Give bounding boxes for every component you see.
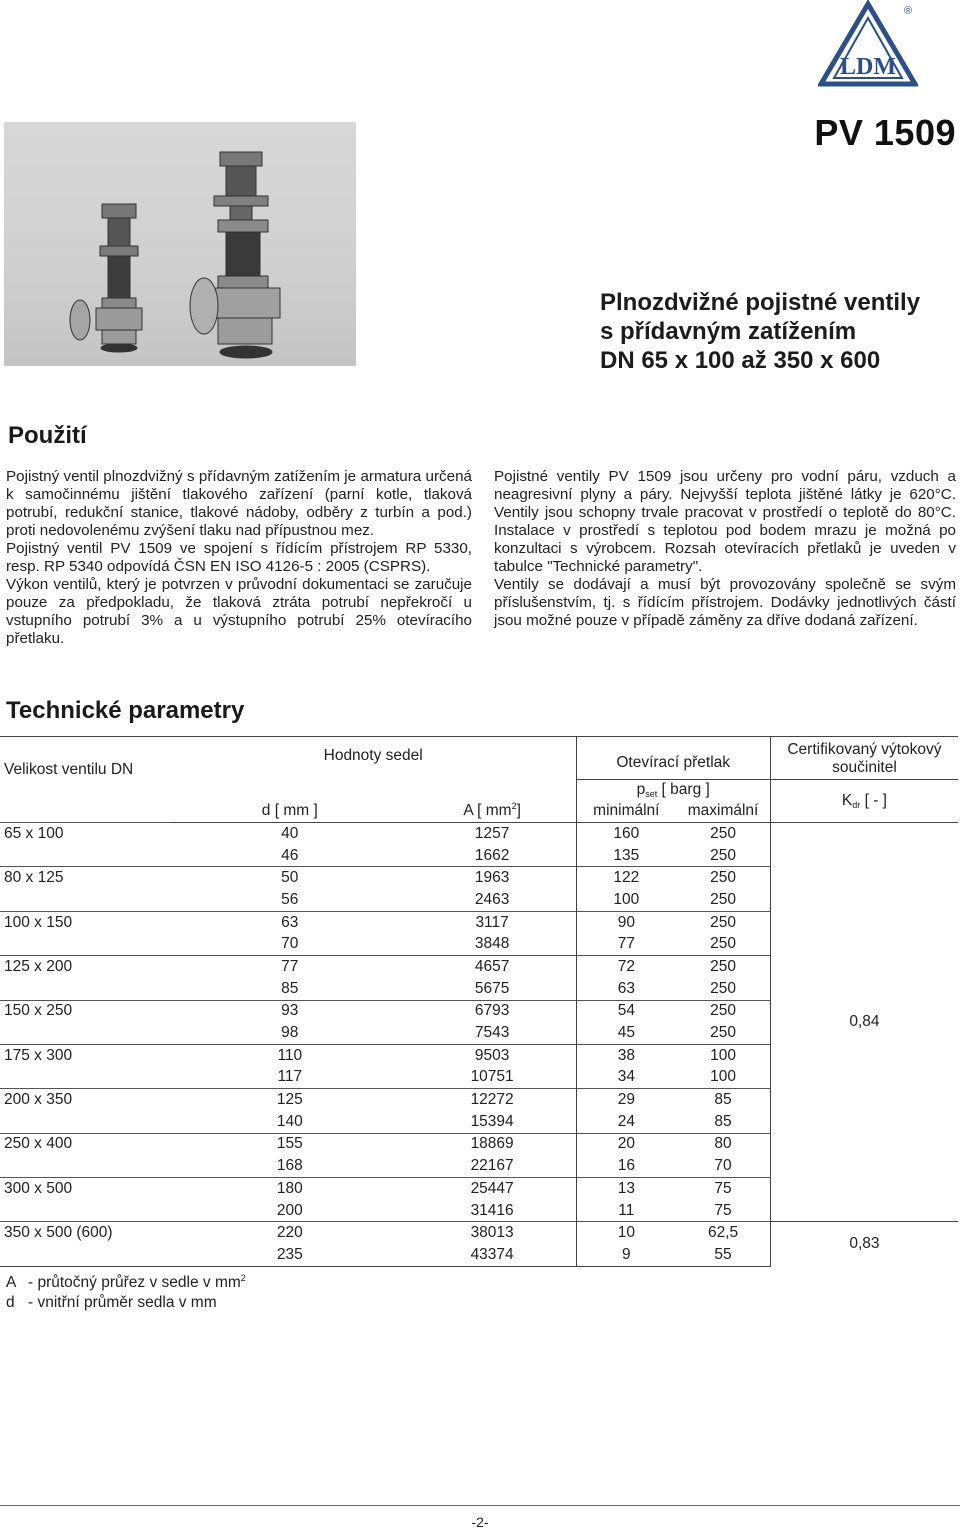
cell-a: 2463 [474,890,510,908]
cell-d: 40 [171,823,409,845]
section-heading-tech: Technické parametry [6,697,245,724]
table-body [0,823,958,1267]
cell-d: 56 [281,890,299,908]
table-row [0,823,958,845]
cell-d: 98 [281,1024,299,1042]
cell-a: 38013 [409,1222,576,1244]
cell-dn [0,845,171,867]
a-label: A [ mm [463,802,512,820]
cell-a: 1662 [474,846,510,864]
cell-a: 43374 [409,1244,576,1266]
cell-a: 25447 [409,1178,576,1200]
cell-min: 54 [576,1000,676,1022]
cell-d: 46 [281,846,299,864]
cell-min: 38 [576,1044,676,1066]
cell-a: 12272 [409,1089,576,1111]
cell-d: 220 [171,1222,409,1244]
cell-max: 85 [676,1089,770,1111]
registered-mark: ® [904,5,913,17]
cell-a: 7543 [474,1024,510,1042]
cell-dn [0,933,171,955]
a-sup: 2 [511,801,517,812]
footer-divider [0,1505,960,1506]
cell-dn: 80 x 125 [0,867,171,889]
cell-dn: 250 x 400 [0,1133,171,1155]
cell-d: 63 [171,911,409,933]
cell-d: 140 [276,1112,303,1130]
cell-dn: 350 x 500 (600) [0,1222,171,1244]
cell-max: 100 [676,1044,770,1066]
header-a [409,800,576,823]
cell-dn: 125 x 200 [0,956,171,978]
cell-min: 16 [576,1155,676,1177]
cell-d: 125 [171,1089,409,1111]
k-symbol: K [841,792,853,809]
cell-a: 22167 [470,1157,514,1175]
cell-dn [0,978,171,1000]
cell-min: 29 [576,1089,676,1111]
cell-min: 13 [576,1178,676,1200]
table-legend [6,1268,246,1313]
pset-unit: [ barg ] [657,781,710,798]
cell-d: 50 [171,867,409,889]
cell-min: 24 [576,1111,676,1133]
cell-min: 9 [576,1244,676,1266]
cell-dn: 150 x 250 [0,1000,171,1022]
cell-dn: 200 x 350 [0,1089,171,1111]
legend-key: A [6,1274,17,1292]
cell-min: 11 [576,1200,676,1222]
legend-text: - vnitřní průměr sedla v mm [28,1294,217,1312]
legend-text: - průtočný průřez v sedle v mm [28,1274,241,1292]
cell-dn [0,1022,171,1044]
k-unit: [ - ] [860,792,887,809]
cell-d: 77 [171,956,409,978]
use-text-right [494,468,956,630]
cell-a: 10751 [470,1068,514,1086]
cell-max: 250 [710,979,736,997]
cell-a: 1963 [409,867,576,889]
cell-dn [0,1111,171,1133]
cell-min: 90 [576,911,676,933]
paragraph: Pojistný ventil plnozdvižný s přídavným zatížením je armatura určená k samočinnému jištění tlakového zařízení (parní kotle, tlaková potrubí, redukční stanice, tlakové nádoby, odběry z turbín a pod.) proti nedovolenému zvýšení tlaku nad přípustnou mez. [6,468,472,539]
cell-max: 62,5 [676,1222,770,1244]
cell-min: 10 [576,1222,676,1244]
cell-max: 250 [710,935,736,953]
cell-dn [0,1244,171,1266]
cell-a: 3117 [409,911,576,933]
cell-a: 15394 [470,1112,514,1130]
cell-d: 155 [171,1133,409,1155]
cell-a: 5675 [474,979,510,997]
product-photo [4,122,356,366]
paragraph: Ventily se dodávají a musí být provozovány společně se svým příslušenstvím, tj. s řídícím přístrojem. Dodávky jednotlivých částí jsou možné pouze v případě záměny za dříve dodaná zařízení. [494,576,956,629]
cell-dn: 65 x 100 [0,823,171,845]
technical-parameters-table [0,736,958,1267]
cell-d: 110 [171,1044,409,1066]
cell-d: 85 [281,979,299,997]
legend-item [6,1268,246,1293]
legend-key: d [6,1294,15,1312]
cell-a: 1257 [409,823,576,845]
cell-dn: 175 x 300 [0,1044,171,1066]
header-pset [576,780,770,801]
cell-min: 72 [576,956,676,978]
page-number: -2- [471,1514,489,1530]
cell-min: 100 [576,889,676,911]
cell-a: 31416 [470,1201,514,1219]
cell-max: 85 [714,1112,732,1130]
k-sub: dr [852,800,861,810]
valve-illustration [4,122,356,366]
cell-max: 250 [676,1000,770,1022]
cell-d: 70 [281,935,299,953]
cell-dn: 300 x 500 [0,1178,171,1200]
cell-max: 100 [710,1068,736,1086]
cell-d: 200 [276,1201,303,1219]
header-d: d [ mm ] [171,800,409,823]
cell-min: 20 [576,1133,676,1155]
logo-text: LDM [840,54,896,80]
header-max: maximální [676,800,770,823]
cell-max: 70 [714,1157,732,1175]
pset-p: p [636,781,646,798]
table-header-row [0,737,958,780]
cell-a: 4657 [409,956,576,978]
cell-max: 250 [676,867,770,889]
cell-max: 250 [676,823,770,845]
cell-k: 0,83 [770,1222,958,1266]
cell-a: 9503 [409,1044,576,1066]
cell-min: 34 [576,1067,676,1089]
cell-a: 3848 [474,935,510,953]
use-text-left [6,468,472,648]
cell-max: 75 [676,1178,770,1200]
model-title: PV 1509 [814,112,956,153]
pset-sub: set [645,789,658,799]
header-cert: Certifikovaný výtokový součinitel [770,737,958,780]
cell-max: 55 [676,1244,770,1266]
cell-min: 135 [576,845,676,867]
cell-min: 77 [576,933,676,955]
cell-d: 93 [171,1000,409,1022]
ldm-logo [818,0,918,88]
subtitle-line: s přídavným zatížením [600,318,857,345]
cell-dn [0,1067,171,1089]
cell-max: 80 [676,1133,770,1155]
paragraph: Pojistný ventil PV 1509 ve spojení s řídícím přístrojem RP 5330, resp. RP 5340 odpovídá ČSN EN ISO 4126-5 : 2005 (CSPRS). [6,540,472,575]
cell-max: 250 [676,956,770,978]
cell-max: 250 [710,1024,736,1042]
cell-min: 160 [576,823,676,845]
header-open: Otevírací přetlak [576,737,770,780]
cell-dn [0,1155,171,1177]
cell-max: 250 [710,846,736,864]
section-heading-use: Použití [8,422,87,449]
product-subtitle [600,288,960,375]
cell-dn: 100 x 150 [0,911,171,933]
cell-a: 6793 [409,1000,576,1022]
cell-d: 235 [171,1244,409,1266]
cell-d: 117 [277,1068,303,1086]
subtitle-line: Plnozdvižné pojistné ventily [600,289,921,316]
cell-dn [0,1200,171,1222]
a-end: ] [516,802,521,820]
header-k [770,780,958,823]
cell-max: 75 [714,1201,732,1219]
cell-min: 63 [576,978,676,1000]
cell-a: 18869 [409,1133,576,1155]
header-min: minimální [576,800,676,823]
cell-d: 180 [171,1178,409,1200]
cell-min: 45 [576,1022,676,1044]
cell-max: 250 [710,890,736,908]
cell-min: 122 [576,867,676,889]
cell-max: 250 [676,911,770,933]
header-dn: Velikost ventilu DN [0,737,171,823]
subtitle-line: DN 65 x 100 až 350 x 600 [600,347,881,374]
legend-sup: 2 [240,1273,246,1283]
cell-dn [0,889,171,911]
table-row [0,1222,958,1244]
paragraph: Výkon ventilů, který je potvrzen v průvodní dokumentaci se zaručuje pouze za předpokladu, že tlaková ztráta potrubí nepřekročí u vstupního potrubí 3% a u výstupního potrubí 25% otevíracího přetlaku. [6,576,472,647]
cell-k: 0,84 [770,823,958,1222]
header-seats: Hodnoty sedel [171,737,576,801]
cell-d: 168 [276,1157,303,1175]
legend-item [6,1293,246,1313]
paragraph: Pojistné ventily PV 1509 jsou určeny pro vodní páru, vzduch a neagresivní plyny a páry. Nejvyšší teplota jištěné látky je 620°C. Ventily jsou schopny trvale pracovat v prostředí o teplotě do 80°C. Instalace v prostředí s teplotou pod bodem mrazu je možná po konzultaci s výrobcem. Rozsah otevíracích přetlaků je uveden v tabulce "Technické parametry". [494,468,956,575]
